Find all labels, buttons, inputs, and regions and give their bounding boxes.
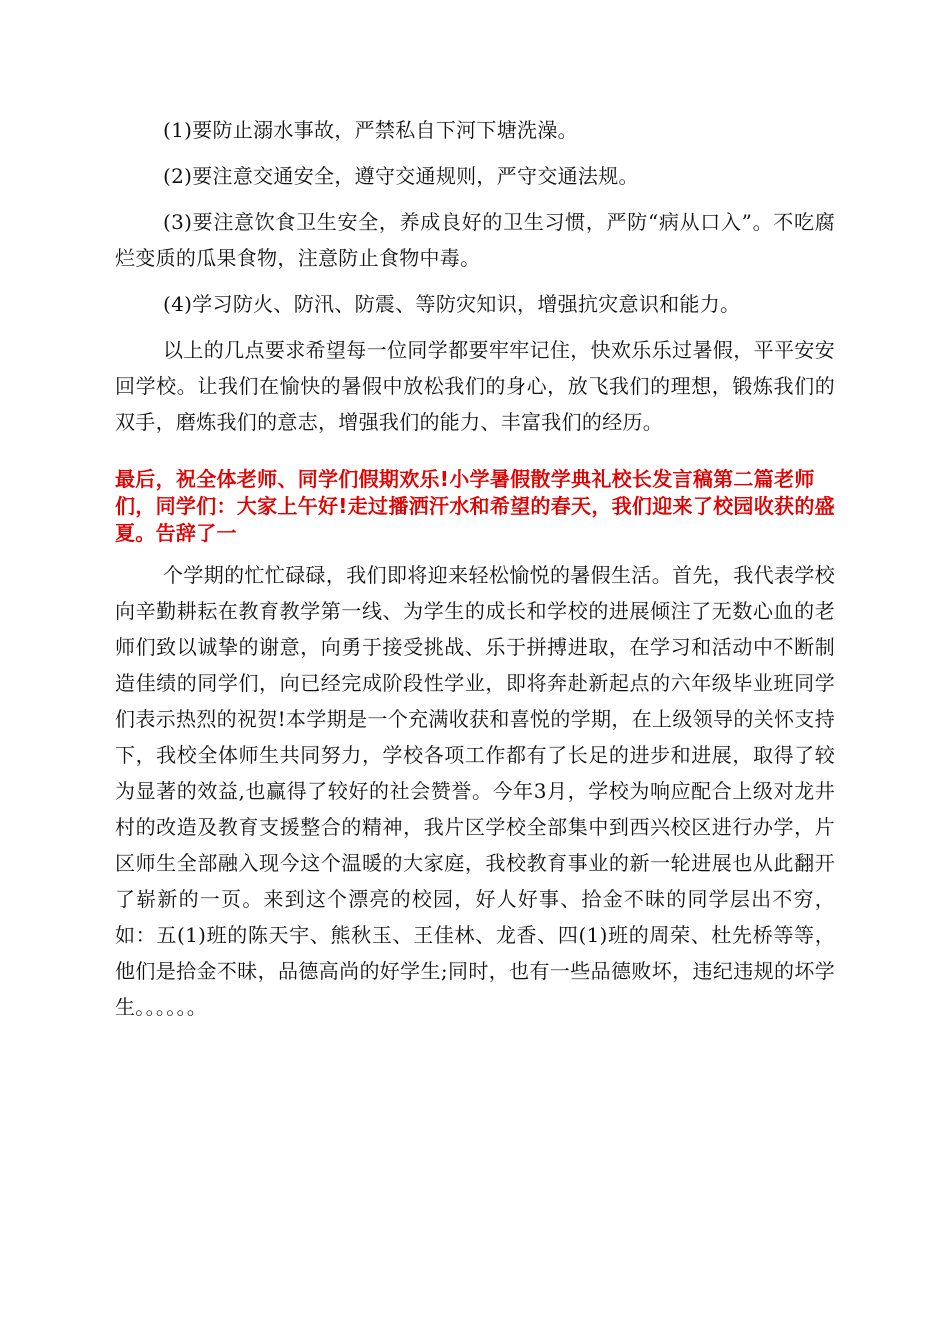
safety-item-1: (1)要防止溺水事故，严禁私自下河下塘洗澡。: [163, 118, 578, 142]
summary-paragraph: 以上的几点要求希望每一位同学都要牢牢记住，快欢乐乐过暑假，平平安安回学校。让我们在愉快的暑假中放松我们的身心，放飞我们的理想，锻炼我们的双手，磨炼我们的意志，增强我们的能力、丰富我们的经历。: [115, 338, 835, 434]
document-body: [115, 112, 835, 1025]
highlight-heading: 最后，祝全体老师、同学们假期欢乐!小学暑假散学典礼校长发言稿第二篇老师们，同学们：大家上午好!走过播洒汗水和希望的春天，我们迎来了校园收获的盛夏。告辞了一: [115, 467, 835, 545]
safety-item-4: (4)学习防火、防汛、防震、等防灾知识，增强抗灾意识和能力。: [163, 292, 741, 316]
speech-paragraph: 个学期的忙忙碌碌，我们即将迎来轻松愉悦的暑假生活。首先，我代表学校向辛勤耕耘在教育教学第一线、为学生的成长和学校的进展倾注了无数心血的老师们致以诚挚的谢意，向勇于接受挑战、乐于拼搏进取，在学习和活动中不断制造佳绩的同学们，向已经完成阶段性学业，即将奔赴新起点的六年级毕业班同学们表示热烈的祝贺!本学期是一个充满收获和喜悦的学期，在上级领导的关怀支持下，我校全体师生共同努力，学校各项工作都有了长足的进步和进展，取得了较为显著的效益,也赢得了较好的社会赞誉。今年3月，学校为响应配合上级对龙井村的改造及教育支援整合的精神，我片区学校全部集中到西兴校区进行办学，片区师生全部融入现今这个温暖的大家庭，我校教育事业的新一轮进展也从此翻开了崭新的一页。来到这个漂亮的校园，好人好事、拾金不昧的同学层出不穷，如：五(1)班的陈天宇、熊秋玉、王佳林、龙香、四(1)班的周荣、杜先桥等等，他们是拾金不昧，品德高尚的好学生;同时，也有一些品德败坏，违纪违规的坏学生。。。。。。: [115, 563, 835, 1019]
safety-item-3: (3)要注意饮食卫生安全，养成良好的卫生习惯，严防“病从口入”。不吃腐烂变质的瓜果食物，注意防止食物中毒。: [115, 210, 835, 270]
safety-item-2: (2)要注意交通安全，遵守交通规则，严守交通法规。: [163, 164, 639, 188]
